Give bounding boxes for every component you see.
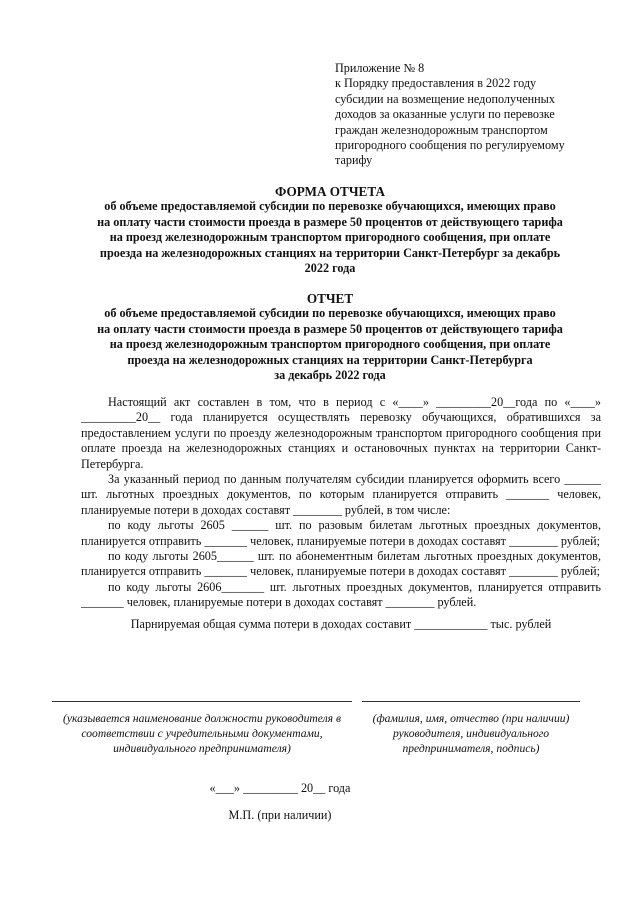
- report-title-line: проезда на железнодорожных станциях на территории Санкт-Петербурга: [127, 352, 533, 367]
- form-title-line: об объеме предоставляемой субсидии по перевозке обучающихся, имеющих право: [104, 199, 556, 214]
- report-title-block: [60, 291, 600, 383]
- code-2606-paragraph: по коду льготы 2606_______ шт. льготных проездных документов, планируется отправить _______ человек, планируемые потери в доходах составят ________ рублей.: [81, 579, 601, 610]
- report-title-line: об объеме предоставляемой субсидии по перевозке обучающихся, имеющих право: [104, 306, 556, 321]
- signature-line-left: [52, 701, 352, 702]
- code-2605-single-paragraph: по коду льготы 2605 ______ шт. по разовым билетам льготных проездных документов, планируется отправить _______ человек, планируемые потери в доходах составят ________ рублей;: [81, 518, 601, 548]
- appendix-line: тарифу: [335, 153, 373, 168]
- form-title-line: на проезд железнодорожным транспортом пригородного сообщения, при оплате: [109, 230, 551, 245]
- report-title-line: на проезд железнодорожным транспортом пригородного сообщения, при оплате: [109, 337, 551, 352]
- form-title-line: проезда на железнодорожных станциях на территории Санкт-Петербург за декабрь: [99, 245, 561, 260]
- form-heading: ФОРМА ОТЧЕТА: [274, 184, 385, 199]
- form-title-line: на оплату части стоимости проезда в размере 50 процентов от действующего тарифа: [97, 214, 563, 229]
- code-2605-season-paragraph: по коду льготы 2605______ шт. по абонементным билетам льготных проездных документов, планируется отправить _______ человек, планируемые потери в доходах составят ________ рублей;: [81, 549, 601, 579]
- name-signature-caption: (фамилия, имя, отчество (при наличии) руководителя, индивидуального предпринимателя, подпись): [372, 712, 570, 755]
- appendix-line: субсидии на возмещение недополученных: [335, 91, 555, 106]
- report-heading: ОТЧЕТ: [306, 291, 354, 306]
- report-title-line: за декабрь 2022 года: [274, 368, 386, 383]
- appendix-line: доходов за оказанные услуги по перевозке: [335, 107, 555, 122]
- signature-line-right: [362, 701, 580, 702]
- appendix-line: граждан железнодорожным транспортом: [335, 122, 548, 137]
- stamp-caption: М.П. (при наличии): [228, 808, 332, 822]
- position-caption: (указывается наименование должности руководителя в соответствии с учредительными документами, индивидуального предпринимателя): [63, 712, 341, 755]
- total-paragraph: За указанный период по данным получателям субсидии планируется оформить всего ______ шт. льготных проездных документов, по которым планируется отправить _______ человек, планируемые потери в доходах составят ________ рублей, в том числе:: [81, 472, 601, 517]
- appendix-block: [335, 61, 597, 169]
- total-loss-line: Парнируемая общая сумма потери в доходах составит ____________ тыс. рублей: [130, 616, 552, 631]
- date-line: «___» _________ 20__ года: [209, 781, 351, 795]
- report-body: [81, 395, 601, 632]
- period-paragraph: Настоящий акт составлен в том, что в период с «____» _________20__года по «____» _________20__ года планируется осуществлять перевозку обучающихся, обратившихся за предоставлением услуги по проезду железнодорожным транспортом пригородного сообщения при оплате проезда на железнодорожных станциях и остановочных пунктах на территории Санкт-Петербурга.: [81, 395, 601, 471]
- appendix-line: пригородного сообщения по регулируемому: [335, 138, 565, 153]
- form-title-line: 2022 года: [304, 261, 356, 276]
- appendix-line: Приложение № 8: [335, 61, 425, 75]
- appendix-line: к Порядку предоставления в 2022 году: [335, 76, 537, 91]
- form-title-block: [60, 184, 600, 276]
- report-title-line: на оплату части стоимости проезда в размере 50 процентов от действующего тарифа: [97, 321, 563, 336]
